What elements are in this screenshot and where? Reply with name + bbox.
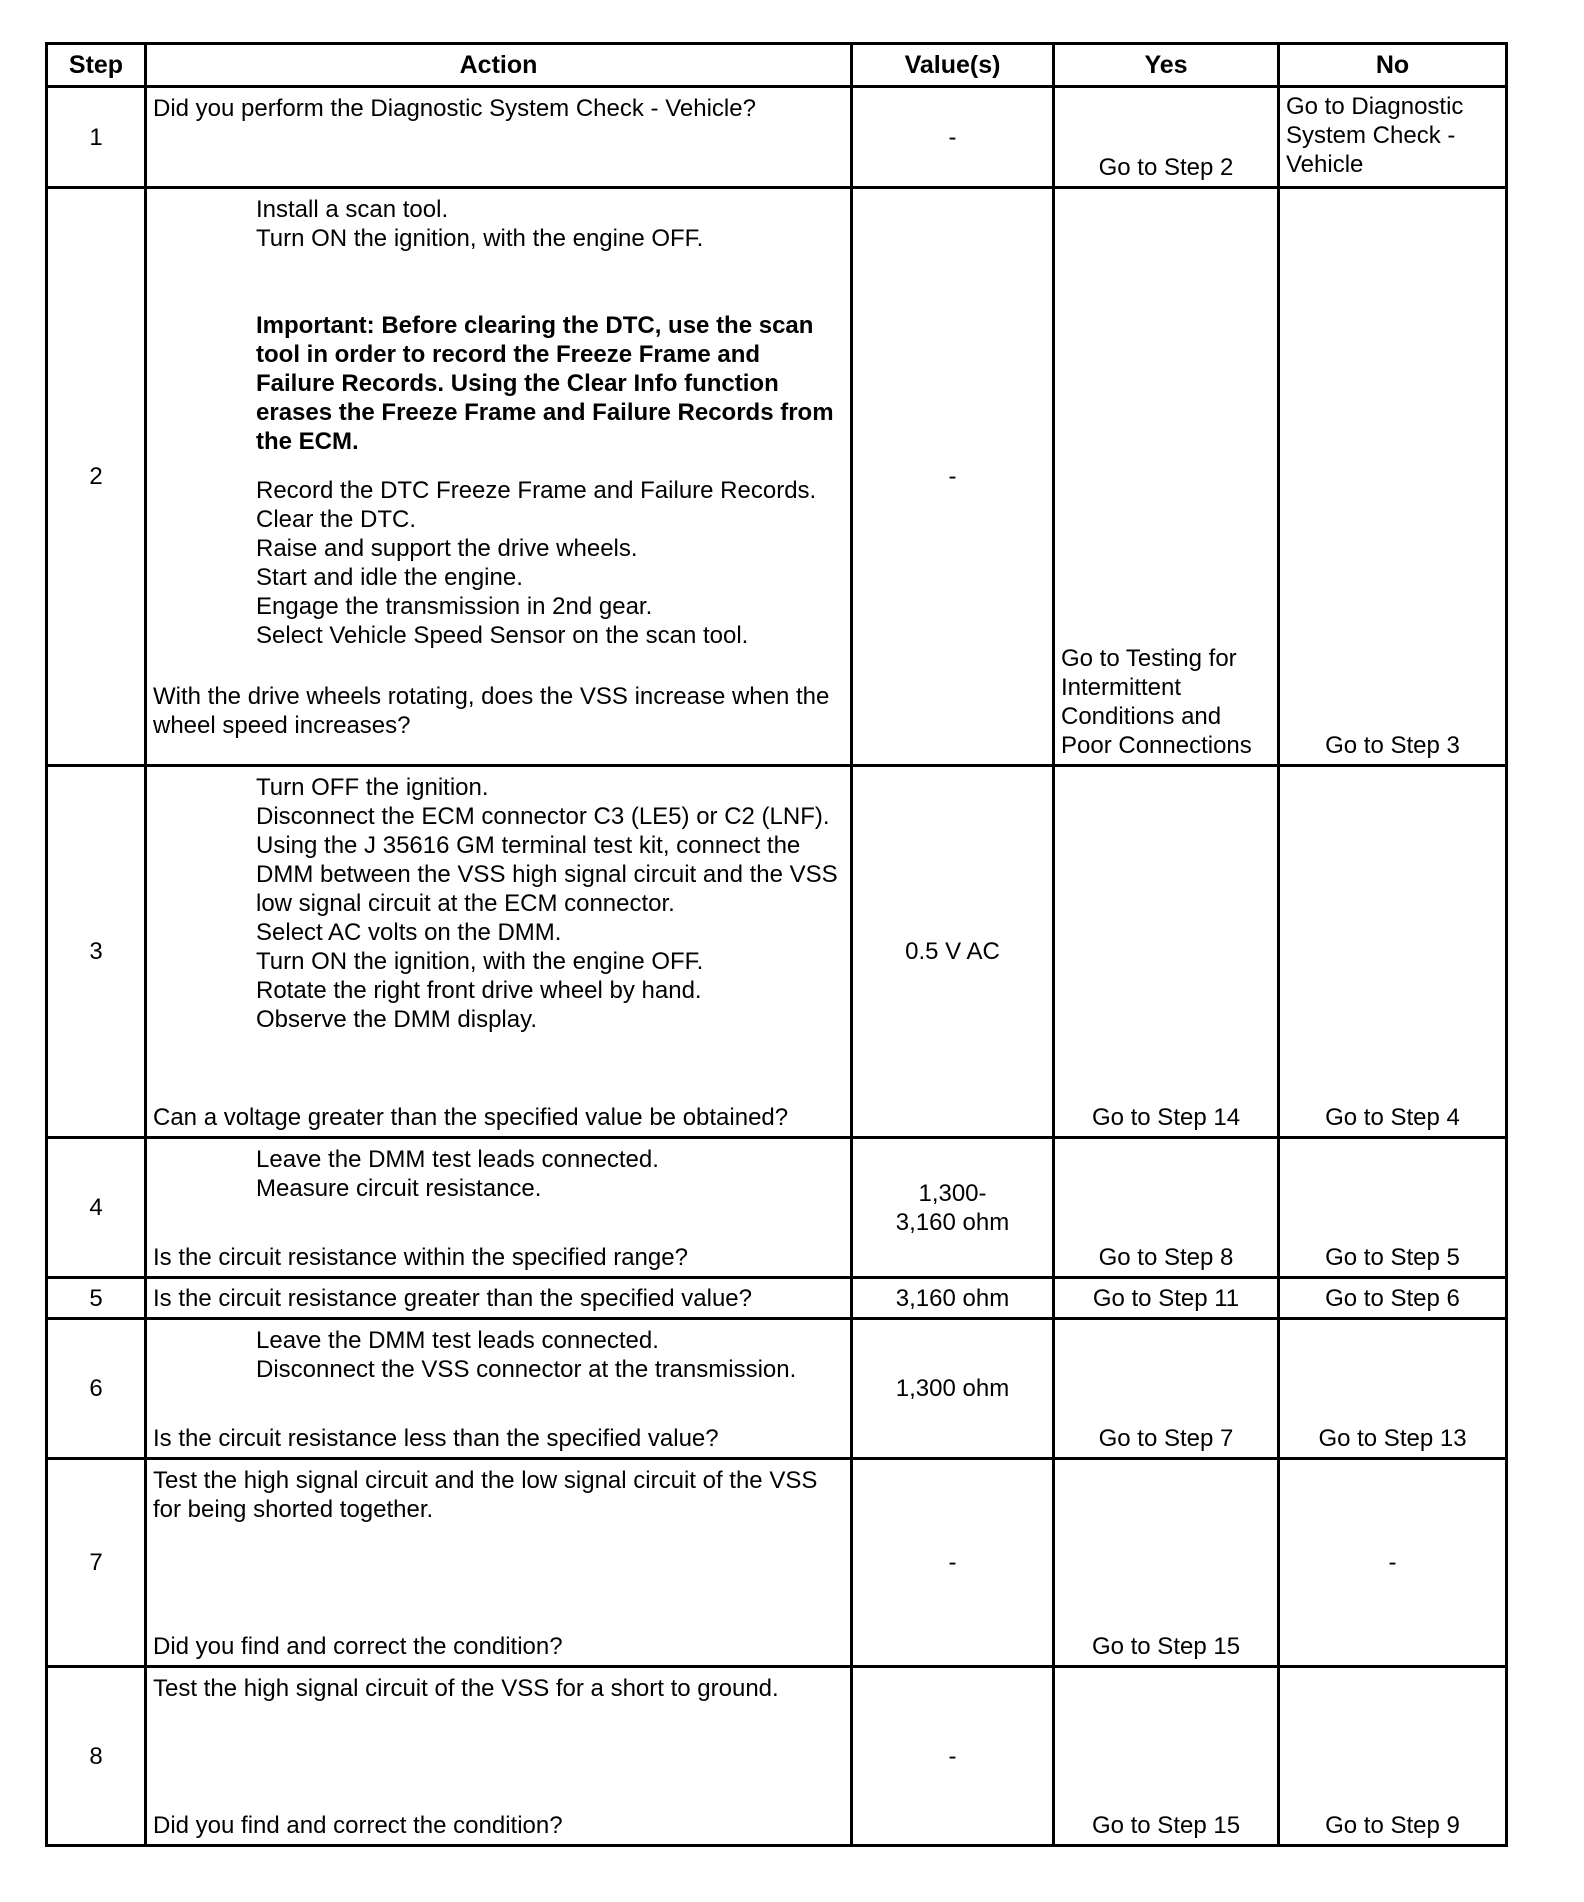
value: - [948,1549,957,1576]
value-cell [852,87,1054,188]
yes-cell [1054,1319,1279,1459]
no-cell [1279,1319,1507,1459]
step-number-cell [47,1138,146,1278]
action-cell [146,766,852,1138]
value: - [948,1742,957,1770]
substep: Turn OFF the ignition. [256,774,489,801]
substep: Start and idle the engine. [256,564,523,591]
substep: Disconnect the VSS connector at the transmission. [256,1356,797,1383]
value-cell [852,1667,1054,1846]
step-number: 3 [89,938,103,965]
step-number: 8 [89,1742,103,1770]
substep: Observe the DMM display. [256,1006,537,1033]
no-link[interactable]: Go to Step 9 [1325,1812,1460,1839]
action-cell [146,188,852,766]
step-number-cell [47,766,146,1138]
step-number: 2 [89,463,103,490]
table-row [47,1459,1507,1667]
action-instruction: Test the high signal circuit and the low signal circuit of the VSS for being shorted together. [153,1467,818,1523]
value-cell [852,1459,1054,1667]
yes-cell [1054,188,1279,766]
substeps [153,1326,842,1384]
value-cell [852,1278,1054,1319]
action-cell [146,1667,852,1846]
substeps-b [153,476,842,650]
yes-link[interactable]: Go to Step 14 [1091,1104,1241,1131]
step-number: 7 [89,1549,103,1576]
action-question: Is the circuit resistance within the specified range? [153,1244,688,1271]
header-yes: Yes [1054,44,1279,87]
table-row [47,87,1507,188]
header-no: No [1279,44,1507,87]
value: 1,300 ohm [895,1375,1010,1402]
yes-link[interactable]: Go to Testing for Intermittent Conditions and Poor Connections [1061,645,1252,759]
action-question: Did you find and correct the condition? [153,1633,563,1660]
no-cell [1279,1278,1507,1319]
action-cell [146,1459,852,1667]
action-question: Can a voltage greater than the specified value be obtained? [153,1104,789,1131]
step-number: 4 [89,1194,103,1221]
diagnostic-table [45,42,1508,1847]
action-question: Is the circuit resistance less than the specified value? [153,1425,719,1452]
no-cell [1279,1459,1507,1667]
action-instruction: Test the high signal circuit of the VSS for a short to ground. [153,1675,779,1702]
substep: Leave the DMM test leads connected. [256,1146,659,1173]
yes-cell [1054,87,1279,188]
yes-link[interactable]: Go to Step 7 [1098,1425,1234,1452]
substep: Select Vehicle Speed Sensor on the scan tool. [256,622,749,649]
no-cell [1279,188,1507,766]
action-cell [146,87,852,188]
no-cell [1279,1667,1507,1846]
table-row [47,1667,1507,1846]
substeps [153,773,842,1034]
yes-cell [1054,1459,1279,1667]
table-row [47,1319,1507,1459]
action-cell [146,1138,852,1278]
no-value: - [1388,1549,1397,1576]
header-action: Action [146,44,852,87]
substep: Engage the transmission in 2nd gear. [256,593,653,620]
action-question: With the drive wheels rotating, does the VSS increase when the wheel speed increases? [153,683,830,739]
yes-link[interactable]: Go to Step 2 [1098,154,1234,181]
substep: Select AC volts on the DMM. [256,919,562,946]
step-number: 6 [89,1375,103,1402]
substep: Leave the DMM test leads connected. [256,1327,659,1354]
step-number-cell [47,1319,146,1459]
no-cell [1279,766,1507,1138]
yes-cell [1054,1138,1279,1278]
substeps [153,1145,842,1203]
no-link[interactable]: Go to Step 5 [1325,1244,1460,1271]
substep: Clear the DTC. [256,506,417,533]
yes-link[interactable]: Go to Step 15 [1091,1633,1241,1660]
yes-cell [1054,766,1279,1138]
action-question: Is the circuit resistance greater than the specified value? [153,1284,752,1312]
substep: Using the J 35616 GM terminal test kit, connect the DMM between the VSS high signal circuit and the VSS low signal circuit at the ECM connector. [256,832,838,917]
action-question: Did you find and correct the condition? [153,1812,563,1839]
header-values: Value(s) [852,44,1054,87]
substep: Install a scan tool. [256,196,449,223]
table-row [47,1278,1507,1319]
value-cell [852,188,1054,766]
table-row [47,188,1507,766]
step-number-cell [47,188,146,766]
no-link[interactable]: Go to Step 4 [1325,1104,1460,1131]
action-question: Did you perform the Diagnostic System Check - Vehicle? [153,95,756,122]
step-number-cell [47,1278,146,1319]
step-number: 1 [89,123,103,151]
substep: Disconnect the ECM connector C3 (LE5) or C2 (LNF). [256,803,830,830]
action-cell [146,1278,852,1319]
value: 0.5 V AC [905,938,1000,965]
yes-link[interactable]: Go to Step 8 [1098,1244,1234,1271]
step-number-cell [47,1667,146,1846]
yes-cell [1054,1278,1279,1319]
header-step: Step [47,44,146,87]
value-cell [852,1319,1054,1459]
value-cell [852,766,1054,1138]
substep: Record the DTC Freeze Frame and Failure Records. [256,477,817,504]
yes-link[interactable]: Go to Step 11 [1092,1284,1240,1312]
yes-link[interactable]: Go to Step 15 [1091,1812,1241,1839]
step-number-cell [47,87,146,188]
no-link[interactable]: Go to Step 13 [1318,1425,1467,1452]
no-cell [1279,1138,1507,1278]
substep: Rotate the right front drive wheel by hand. [256,977,702,1004]
substep: Turn ON the ignition, with the engine OFF. [256,225,704,252]
substeps-a [153,195,842,253]
value: - [948,123,957,151]
header-row [47,44,1507,87]
step-number-cell [47,1459,146,1667]
value: 1,300-3,160 ohm [895,1179,1010,1236]
no-link[interactable]: Go to Step 6 [1325,1284,1460,1312]
substep: Measure circuit resistance. [256,1175,542,1202]
value: 3,160 ohm [895,1284,1010,1312]
no-link[interactable]: Go to Diagnostic System Check - Vehicle [1286,93,1464,178]
no-cell [1279,87,1507,188]
substep: Turn ON the ignition, with the engine OFF. [256,948,704,975]
value: - [948,463,957,490]
yes-cell [1054,1667,1279,1846]
action-cell [146,1319,852,1459]
substep: Raise and support the drive wheels. [256,535,638,562]
important-note: Important: Before clearing the DTC, use the scan tool in order to record the Freeze Frame and Failure Records. Using the Clear Info function erases the Freeze Frame and Failure Records from the ECM. [256,312,834,455]
no-link[interactable]: Go to Step 3 [1325,732,1460,759]
value-cell [852,1138,1054,1278]
table-row [47,1138,1507,1278]
table-row [47,766,1507,1138]
step-number: 5 [89,1284,103,1312]
